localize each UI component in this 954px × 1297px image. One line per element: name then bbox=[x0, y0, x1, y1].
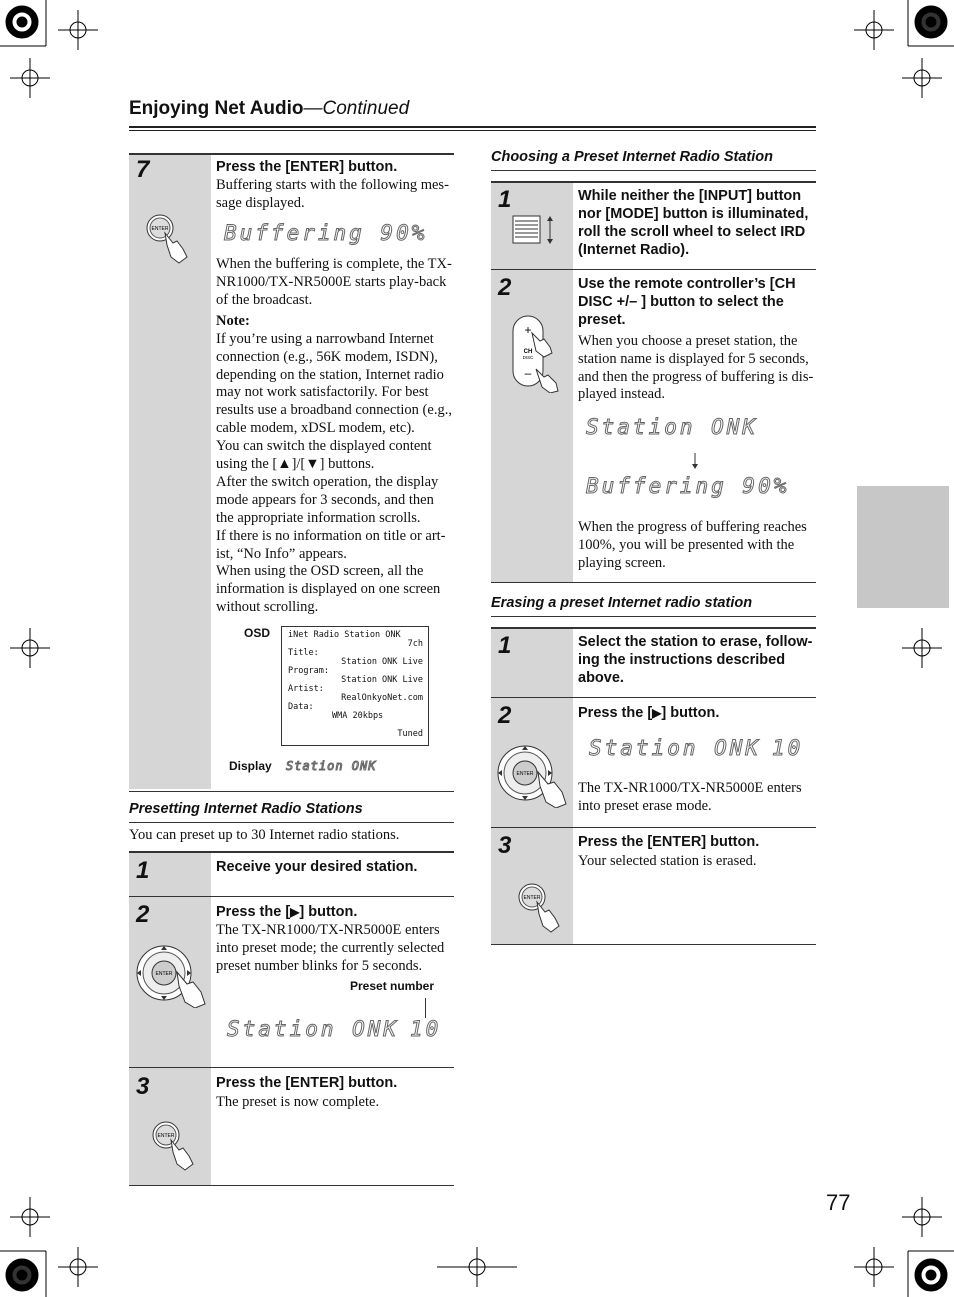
step-title: Press the [ENTER] button. bbox=[216, 1075, 398, 1091]
svg-text:ENTER: ENTER bbox=[151, 226, 169, 232]
osd-label: OSD bbox=[244, 626, 271, 640]
step-title: Receive your desired station. bbox=[216, 859, 418, 875]
lcd-display: Station ONK bbox=[227, 1017, 400, 1041]
svg-text:–: – bbox=[524, 366, 532, 380]
note-text: If there is no information on title or art-ist, “No Info” appears. bbox=[216, 528, 446, 562]
step-title-text: ] button. bbox=[661, 705, 720, 721]
note-text: ] buttons. bbox=[319, 455, 375, 472]
step-text: When the buffering is complete, the TX-NR1000/TX-NR5000E starts play-back of the broadcast. bbox=[216, 256, 452, 308]
enter-button-hand-icon bbox=[150, 1120, 202, 1172]
lcd-display: Station ONK bbox=[286, 759, 377, 773]
enter-dial-hand-icon bbox=[494, 742, 572, 808]
osd-screen bbox=[281, 626, 429, 746]
osd-text: Tuned bbox=[397, 729, 423, 739]
pointer-line bbox=[425, 998, 426, 1018]
note-text bbox=[216, 438, 452, 474]
enter-dial-hand-icon bbox=[133, 942, 211, 1008]
osd-text: 7ch bbox=[407, 639, 423, 649]
osd-text: Program: bbox=[288, 666, 329, 676]
step-title: Press the [ENTER] button. bbox=[216, 159, 398, 175]
step-title: Press the [ENTER] button. bbox=[578, 834, 760, 850]
osd-text: Station ONK Live bbox=[341, 657, 423, 667]
step-title: Use the remote controller’s [CH DISC +/– ] button to select the preset. bbox=[578, 276, 796, 328]
step-number: 3 bbox=[136, 1073, 150, 1100]
lcd-display: Buffering 90% bbox=[586, 474, 790, 498]
intro-text: You can preset up to 30 Internet radio stations. bbox=[129, 827, 400, 843]
svg-text:ENTER: ENTER bbox=[155, 971, 173, 977]
enter-button-hand-icon bbox=[516, 882, 568, 934]
header-title: Enjoying Net Audio bbox=[129, 98, 304, 119]
section-tab bbox=[857, 486, 949, 608]
svg-text:+: + bbox=[524, 323, 532, 337]
lcd-display: Station ONK bbox=[589, 736, 762, 760]
osd-text: Artist: bbox=[288, 684, 324, 694]
osd-text: WMA 20kbps bbox=[332, 711, 384, 721]
svg-text:ENTER: ENTER bbox=[157, 1133, 175, 1139]
note-text: You can switch the displayed content using the [ bbox=[216, 438, 432, 472]
step-text: When you choose a preset station, the station name is displayed for 5 seconds, and then the progress of buffering is dis-played instead. bbox=[578, 333, 814, 403]
divider bbox=[491, 944, 816, 945]
osd-text: Data: bbox=[288, 702, 314, 712]
step-title: Select the station to erase, follow-ing the instructions described above. bbox=[578, 634, 813, 686]
osd-text: Station ONK Live bbox=[341, 675, 423, 685]
step-number: 7 bbox=[136, 156, 150, 183]
header-continued: —Continued bbox=[303, 98, 410, 119]
note-label: Note: bbox=[216, 313, 250, 329]
step-text: Your selected station is erased. bbox=[578, 853, 757, 869]
divider bbox=[129, 791, 454, 792]
step-text: When the progress of buffering reaches 100%, you will be presented with the playing screen. bbox=[578, 519, 807, 571]
step-number: 2 bbox=[498, 274, 512, 301]
note-text: After the switch operation, the display mode appears for 3 seconds, and then the appropriate information scrolls. bbox=[216, 474, 439, 526]
arrow-down-icon bbox=[689, 452, 701, 470]
osd-text: RealOnkyoNet.com bbox=[341, 693, 423, 703]
scroll-wheel-icon bbox=[512, 215, 556, 245]
play-icon: ▶ bbox=[290, 905, 300, 919]
step-text: The TX-NR1000/TX-NR5000E enters into preset mode; the currently selected preset number blinks for 5 seconds. bbox=[216, 922, 445, 974]
down-arrow-icon: ▼ bbox=[305, 455, 320, 472]
step-title: While neither the [INPUT] button nor [MODE] button is illuminated, roll the scroll wheel to select IRD (Internet Radio). bbox=[578, 188, 809, 258]
svg-text:ENTER: ENTER bbox=[523, 895, 541, 901]
lcd-display: Buffering 90% bbox=[224, 221, 428, 245]
divider bbox=[491, 582, 816, 583]
osd-text: Title: bbox=[288, 648, 319, 658]
svg-text:DISC: DISC bbox=[522, 355, 534, 360]
step-title-text: Press the [ bbox=[578, 705, 653, 721]
play-icon: ▶ bbox=[652, 706, 662, 720]
step-number: 2 bbox=[136, 901, 150, 928]
step-title-text: ] button. bbox=[299, 904, 358, 920]
svg-text:ENTER: ENTER bbox=[516, 771, 534, 777]
section-heading: Erasing a preset Internet radio station bbox=[491, 595, 753, 611]
note-text: When using the OSD screen, all the information is displayed on one screen without scrolling. bbox=[216, 563, 441, 615]
lcd-display: Station ONK bbox=[586, 415, 759, 439]
enter-button-hand-icon bbox=[143, 213, 195, 265]
page-header bbox=[129, 98, 409, 120]
step-number: 1 bbox=[136, 857, 150, 884]
step-text: The TX-NR1000/TX-NR5000E enters into preset erase mode. bbox=[578, 780, 802, 814]
lcd-preset-number: 10 bbox=[410, 1017, 442, 1041]
divider bbox=[491, 616, 816, 617]
note-text: ]/[ bbox=[291, 455, 306, 472]
divider bbox=[129, 1185, 454, 1186]
ch-disc-button-hand-icon bbox=[510, 313, 565, 393]
step-title-text: Press the [ bbox=[216, 904, 291, 920]
page-number: 77 bbox=[826, 1190, 851, 1215]
step-text: Buffering starts with the following mes- sage displayed. bbox=[216, 177, 449, 211]
step-title bbox=[216, 903, 357, 921]
svg-text:CH: CH bbox=[523, 349, 533, 355]
step-number: 1 bbox=[498, 632, 512, 659]
step-number: 1 bbox=[498, 186, 512, 213]
up-arrow-icon: ▲ bbox=[277, 455, 292, 472]
header-rule bbox=[129, 126, 816, 128]
note-text: If you’re using a narrowband Internet connection (e.g., 56K modem, ISDN), depending on the station, Internet radio may not work satisfactorily. For best results use a broadband connection (e.g., cable modem, xDSL modem, etc). bbox=[216, 331, 452, 436]
step-number: 3 bbox=[498, 832, 512, 859]
step-title bbox=[578, 704, 719, 722]
divider bbox=[491, 170, 816, 171]
section-heading: Presetting Internet Radio Stations bbox=[129, 801, 363, 817]
lcd-preset-number: 10 bbox=[772, 736, 804, 760]
section-heading: Choosing a Preset Internet Radio Station bbox=[491, 149, 773, 165]
divider bbox=[129, 822, 454, 823]
osd-text: iNet Radio Station ONK bbox=[288, 630, 401, 640]
display-label: Display bbox=[229, 759, 272, 773]
header-rule-thin bbox=[129, 130, 816, 131]
step-text: The preset is now complete. bbox=[216, 1094, 380, 1110]
preset-number-label: Preset number bbox=[350, 979, 435, 993]
step-number: 2 bbox=[498, 702, 512, 729]
